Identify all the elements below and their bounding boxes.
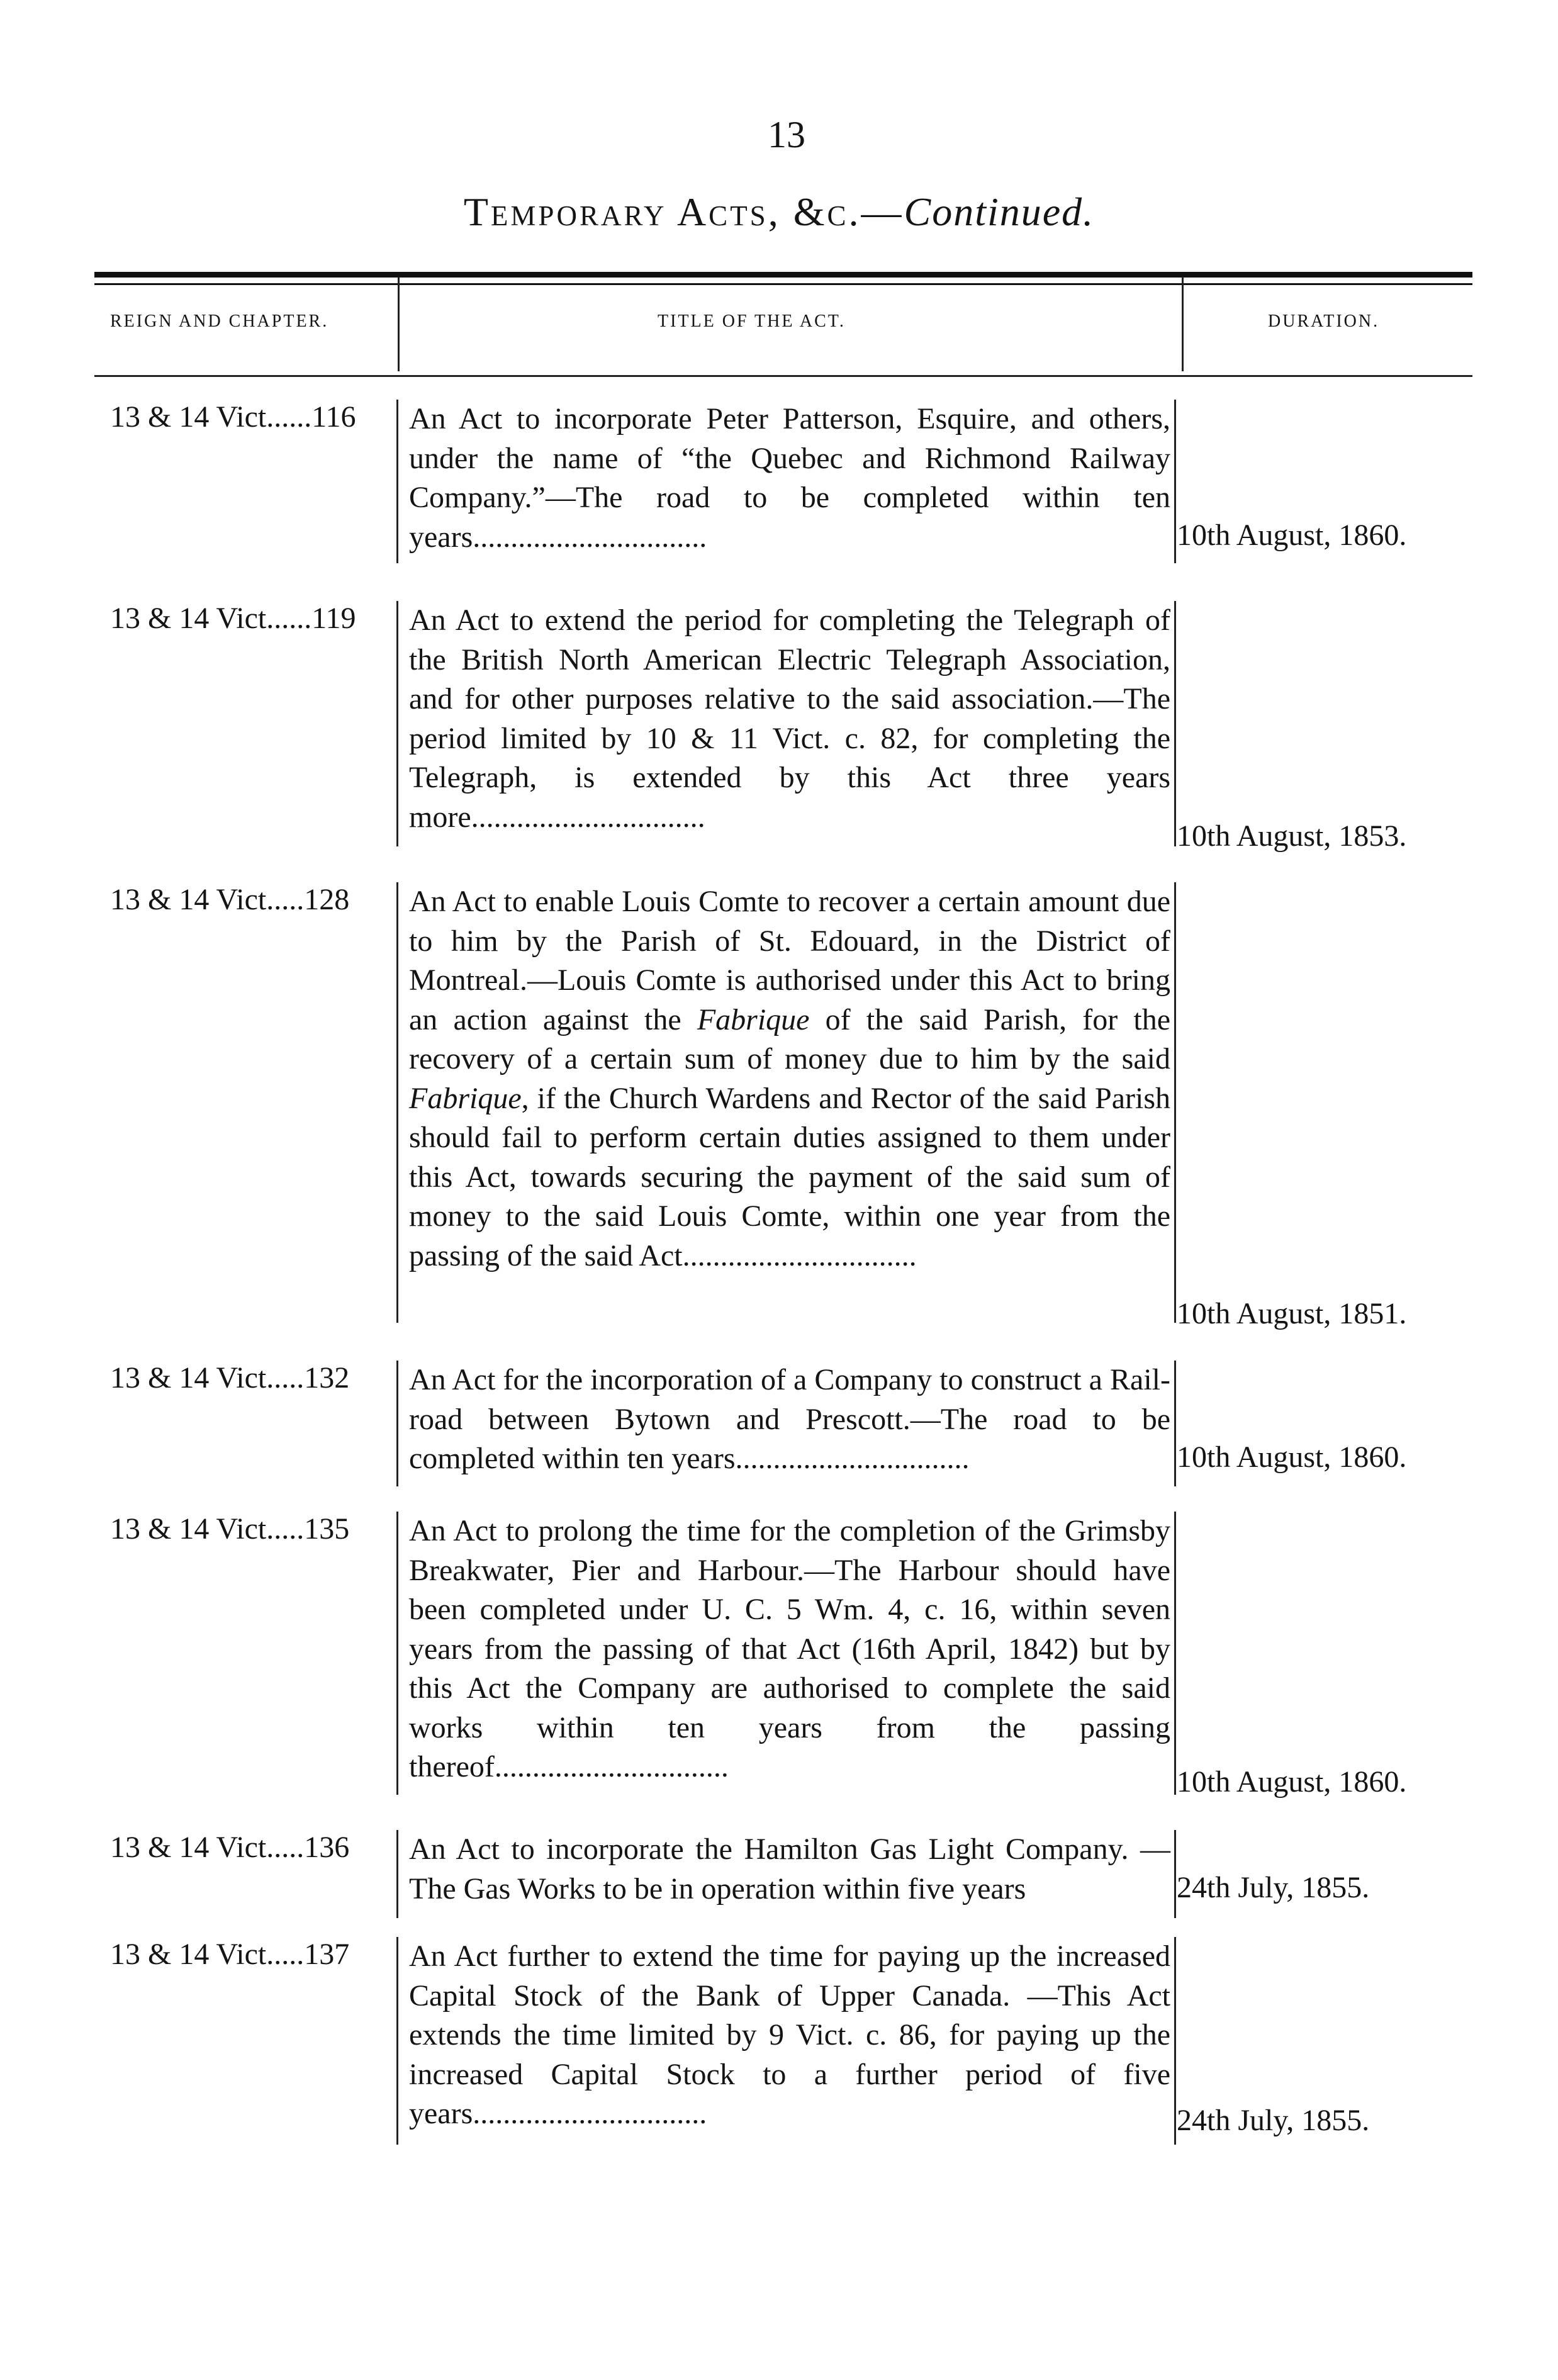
fabrique-italic: Fabrique — [409, 1081, 522, 1115]
reign-chapter: 13 & 14 Vict.....135 — [110, 1512, 350, 1546]
duration: 10th August, 1860. — [1177, 1440, 1407, 1474]
reign-chapter: 13 & 14 Vict.....132 — [110, 1361, 350, 1395]
reign-chapter: 13 & 14 Vict.....136 — [110, 1831, 350, 1864]
top-rule-thin — [94, 283, 1472, 285]
act-title: An Act to prolong the time for the completion of the Grimsby Breakwater, Pier and Harbour.—The Harbour should have been completed under U. C. 5 Wm. 4, c. 16, within seven years from the passing of that Act (16th April, 1842) but by this Act the Company are authorised to complete the said works within ten years from the passing thereof............................... — [409, 1514, 1170, 1783]
column-divider-head-1 — [398, 277, 400, 371]
act-title: An Act to incorporate the Hamilton Gas Light Company. —The Gas Works to be in operation within five years — [409, 1833, 1170, 1906]
column-divider — [396, 601, 398, 846]
column-divider — [1174, 400, 1176, 563]
column-divider — [1174, 1830, 1176, 1918]
page-title-continued: Continued. — [904, 189, 1095, 234]
top-rule-thick — [94, 272, 1472, 278]
column-divider — [1174, 1512, 1176, 1795]
page-number: 13 — [768, 114, 805, 155]
act-title: An Act to enable Louis Comte to recover a certain amount due to him by the Parish of St. Edouard, in the District of Montreal.—Louis Comte is authorised under this Act to bring an action against the Fabrique of the said Parish, for the recovery of a certain sum of money due to him by the said Fabrique, if the Church Wardens and Rector of the said Parish should fail to perform certain duties assigned to them under this Act, towards securing the payment of the said sum of money to the said Louis Comte, within one year from the passing of the said Act............................... — [409, 885, 1171, 1272]
column-divider — [1174, 1361, 1176, 1486]
reign-chapter: 13 & 14 Vict......116 — [110, 400, 356, 434]
reign-chapter: 13 & 14 Vict......119 — [110, 602, 356, 635]
page-title — [0, 189, 1558, 235]
act-title: An Act to extend the period for completing the Telegraph of the British North American Electric Telegraph Association, and for other purposes relative to the said association.—The period limited by 10 & 11 Vict. c. 82, for completing the Telegraph, is extended by this Act three years more............................... — [409, 603, 1170, 834]
column-divider — [1174, 601, 1176, 846]
act-title: An Act to incorporate Peter Patterson, Esquire, and others, under the name of “the Quebec and Richmond Railway Company.”—The road to be completed within ten years............................... — [409, 402, 1170, 554]
column-divider — [396, 400, 398, 563]
column-divider — [396, 1512, 398, 1795]
reign-chapter: 13 & 14 Vict.....137 — [110, 1938, 350, 1971]
duration: 10th August, 1860. — [1177, 1765, 1407, 1799]
duration: 24th July, 1855. — [1177, 2104, 1370, 2137]
column-divider — [396, 882, 398, 1323]
fabrique-italic: Fabrique — [697, 1002, 810, 1036]
duration: 24th July, 1855. — [1177, 1871, 1370, 1904]
column-divider — [396, 1830, 398, 1918]
header-rule — [94, 375, 1472, 377]
column-header-duration: DURATION. — [1268, 312, 1380, 331]
page-title-main: Temporary Acts, &c.— — [463, 189, 904, 234]
column-divider — [396, 1361, 398, 1486]
column-header-title: TITLE OF THE ACT. — [658, 312, 846, 331]
duration: 10th August, 1860. — [1177, 519, 1407, 552]
duration: 10th August, 1851. — [1177, 1297, 1407, 1330]
column-divider-head-2 — [1182, 277, 1184, 371]
column-header-reign: REIGN AND CHAPTER. — [110, 312, 329, 331]
act-title: An Act for the incorporation of a Company to construct a Rail-road between Bytown and Prescott.—The road to be completed within ten years............................... — [409, 1363, 1170, 1475]
column-divider — [1174, 882, 1176, 1323]
column-divider — [1174, 1937, 1176, 2145]
duration: 10th August, 1853. — [1177, 819, 1407, 853]
act-title: An Act further to extend the time for paying up the increased Capital Stock of the Bank of Upper Canada. —This Act extends the time limited by 9 Vict. c. 86, for paying up the increased Capital Stock to a further period of five years............................... — [409, 1939, 1170, 2130]
reign-chapter: 13 & 14 Vict.....128 — [110, 883, 350, 916]
column-divider — [396, 1937, 398, 2145]
